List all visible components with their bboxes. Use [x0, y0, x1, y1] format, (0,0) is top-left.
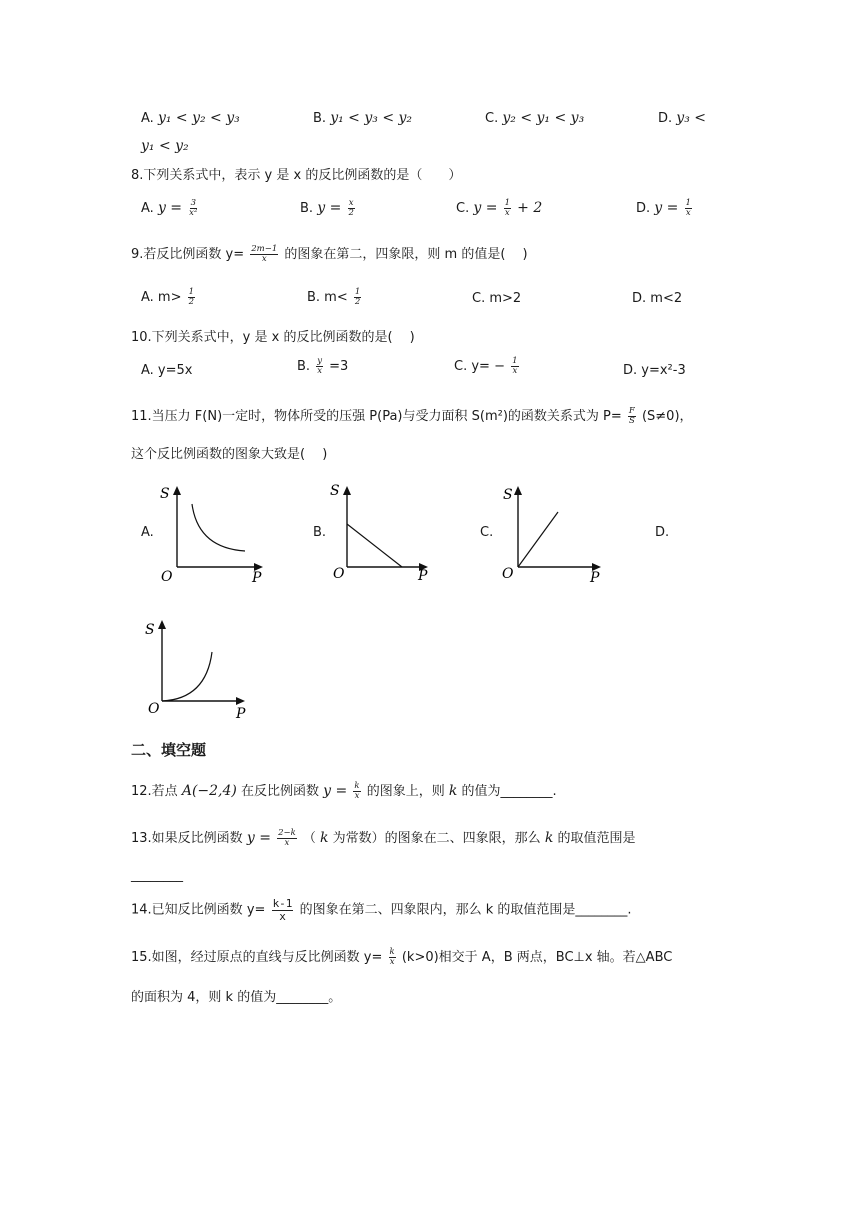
q9-option-c: C. m>2: [472, 291, 522, 306]
y-axis-arrow-icon: [158, 620, 166, 629]
variable-k: k: [320, 830, 329, 846]
q7-option-a: [141, 110, 240, 126]
expr-prefix: y =: [157, 199, 183, 216]
curve: [518, 512, 558, 567]
option-label: B.: [300, 200, 314, 216]
denominator: x: [279, 909, 286, 923]
denominator: 2: [348, 207, 354, 218]
q13: [131, 827, 635, 848]
fraction: [628, 407, 636, 426]
curve: [162, 652, 212, 701]
variable-k: k: [544, 830, 554, 846]
option-text: B.: [297, 358, 311, 374]
option-label: A.: [141, 111, 154, 126]
graph-d-curve: [140, 614, 255, 722]
origin-label: O: [161, 569, 173, 585]
q7-option-d-continued: y₁ < y₂: [141, 138, 189, 154]
stem-text: 的取值范围是: [557, 831, 636, 846]
y-axis-arrow-icon: [173, 486, 181, 495]
denominator: 2: [188, 296, 195, 307]
fraction: [504, 199, 511, 218]
stem-text: 13.如果反比例函数: [131, 831, 243, 846]
stem-text: 11.当压力 F(N)一定时，物体所受的压强 P(Pa)与受力面积 S(m²)的函数关系式为 P=: [131, 409, 622, 424]
q12: [131, 780, 557, 801]
section-heading: 二、填空题: [131, 741, 207, 759]
denominator: x²: [189, 207, 198, 218]
fraction: [511, 357, 518, 376]
stem-text: 14.已知反比例函数: [131, 902, 243, 918]
numerator: 2−k: [278, 828, 296, 839]
fraction: [354, 288, 361, 307]
expr-prefix: y =: [317, 199, 342, 216]
point-expression: A(−2,4): [181, 783, 237, 799]
q11-stem-line2: 这个反比例函数的图象大致是( ): [131, 447, 328, 462]
numerator: k: [389, 947, 395, 958]
fraction: [250, 245, 278, 264]
stem-text: 在反比例函数: [241, 784, 320, 799]
numerator: 1: [512, 356, 518, 366]
q11-option-d-label: D.: [655, 525, 670, 540]
q14: [131, 898, 632, 922]
q15-line1: [131, 946, 672, 967]
axis-label-p: P: [236, 706, 246, 722]
stem-text: 的图象在第二、四象限内，那么 k 的取值范围是________.: [299, 902, 632, 918]
stem-text: 9.若反比例函数 y=: [131, 247, 245, 262]
q9-option-d: D. m<2: [632, 291, 683, 306]
option-text: C. y=: [454, 358, 490, 374]
fraction: [685, 199, 692, 218]
option-label: D.: [636, 200, 651, 216]
variable-k: k: [448, 783, 458, 799]
q8-option-b: [300, 199, 357, 218]
q8-option-d: [636, 199, 694, 218]
option-text: A. m>: [141, 289, 182, 305]
origin-label: O: [502, 566, 514, 582]
y-axis-arrow-icon: [514, 486, 522, 495]
q10-option-c: [454, 357, 521, 376]
graph-a-hyperbola: [155, 478, 270, 586]
denominator: x: [512, 365, 518, 376]
q7-option-c: [485, 110, 584, 126]
q10-option-b: [297, 357, 348, 376]
fraction: [316, 357, 323, 376]
origin-label: O: [333, 566, 345, 582]
q9-stem: [131, 243, 528, 264]
stem-text: 12.若点: [131, 784, 178, 799]
q7-option-b: [313, 110, 412, 126]
denominator: S: [628, 416, 635, 426]
numerator: 1: [188, 287, 195, 297]
option-label: B.: [313, 111, 327, 126]
option-label: C.: [456, 200, 470, 216]
axis-label-s: S: [145, 622, 155, 638]
numerator: k-1: [272, 897, 293, 910]
axis-label-p: P: [590, 570, 600, 586]
denominator: x: [261, 254, 267, 264]
denominator: x: [354, 791, 360, 801]
denominator: x: [504, 207, 510, 218]
option-label: D.: [658, 111, 673, 126]
curve: [192, 504, 245, 551]
option-expression: y₃ <: [676, 110, 706, 126]
q15-line2: 的面积为 4，则 k 的值为________。: [131, 990, 342, 1005]
q11-option-c-label: C.: [480, 525, 494, 540]
numerator: x: [348, 198, 354, 208]
fraction: [188, 288, 195, 307]
denominator: x: [685, 207, 691, 218]
curve: [347, 524, 402, 567]
q8-option-a: [141, 199, 200, 218]
graph-b-line: [325, 478, 440, 586]
fraction: [188, 199, 198, 218]
q10-option-a: A. y=5x: [141, 363, 193, 378]
fraction: [347, 199, 354, 218]
expr-prefix: y =: [473, 199, 498, 216]
q10-option-d: D. y=x²-3: [623, 363, 686, 378]
axis-label-s: S: [330, 483, 340, 499]
denominator: x: [389, 957, 395, 967]
denominator: x: [284, 838, 290, 848]
stem-text: （: [302, 831, 316, 846]
origin-label: O: [148, 701, 160, 717]
stem-text: 15.如图，经过原点的直线与反比例函数 y=: [131, 950, 383, 965]
numerator: 1: [354, 287, 361, 297]
q8-stem: 8.下列关系式中，表示 y 是 x 的反比例函数的是（ ）: [131, 168, 462, 183]
fraction: [277, 829, 297, 848]
fraction: [353, 782, 360, 801]
q9-option-a: [141, 288, 197, 307]
stem-text: 的值为________.: [461, 784, 557, 799]
q8-option-c: [456, 199, 542, 218]
expr-prefix: y =: [323, 783, 348, 799]
expr-prefix: y=: [246, 902, 266, 918]
graph-c-line: [498, 478, 613, 586]
fraction: [272, 898, 294, 922]
option-label: C.: [485, 111, 499, 126]
numerator: F: [628, 406, 635, 417]
stem-text: 为常数）的图象在二、四象限，那么: [332, 831, 541, 846]
option-expression: y₁ < y₃ < y₂: [330, 110, 413, 126]
option-expression: y₂ < y₁ < y₃: [502, 110, 585, 126]
option-expression: y₁ < y₂ < y₃: [157, 110, 240, 126]
x-axis-arrow-icon: [236, 697, 245, 705]
axis-label-p: P: [252, 570, 262, 586]
y-axis-arrow-icon: [343, 486, 351, 495]
numerator: y: [317, 356, 323, 366]
option-label: A.: [141, 200, 154, 216]
q11-option-a-label: A.: [141, 525, 154, 540]
minus-sign: −: [494, 358, 505, 374]
q10-stem: 10.下列关系式中，y 是 x 的反比例函数的是( ): [131, 330, 415, 345]
stem-text: 的图象上，则: [366, 784, 445, 799]
axis-label-s: S: [160, 486, 170, 502]
stem-text: 的图象在第二，四象限，则 m 的值是( ): [284, 247, 528, 262]
numerator: k: [354, 781, 360, 792]
option-text: =3: [329, 358, 349, 374]
numerator: 2m−1: [251, 244, 278, 255]
q11-option-b-label: B.: [313, 525, 327, 540]
q7-option-d: [658, 110, 706, 126]
axis-label-s: S: [503, 487, 513, 503]
denominator: 2: [354, 296, 361, 307]
stem-text: (k>0)相交于 A，B 两点，BC⊥x 轴。若△ABC: [401, 950, 673, 965]
q11-stem-line1: [131, 405, 693, 426]
q9-option-b: [307, 288, 363, 307]
fraction: [389, 948, 396, 967]
numerator: 1: [685, 198, 691, 208]
denominator: x: [317, 365, 322, 376]
expr-prefix: y =: [246, 830, 271, 846]
axis-label-p: P: [418, 568, 428, 584]
q13-answer-blank: ________: [131, 868, 183, 883]
numerator: 3: [190, 198, 196, 208]
expr-prefix: y =: [654, 199, 679, 216]
stem-text: (S≠0)，: [641, 409, 693, 424]
numerator: 1: [504, 198, 511, 208]
option-text: B. m<: [307, 289, 348, 305]
expr-suffix: + 2: [517, 199, 543, 216]
